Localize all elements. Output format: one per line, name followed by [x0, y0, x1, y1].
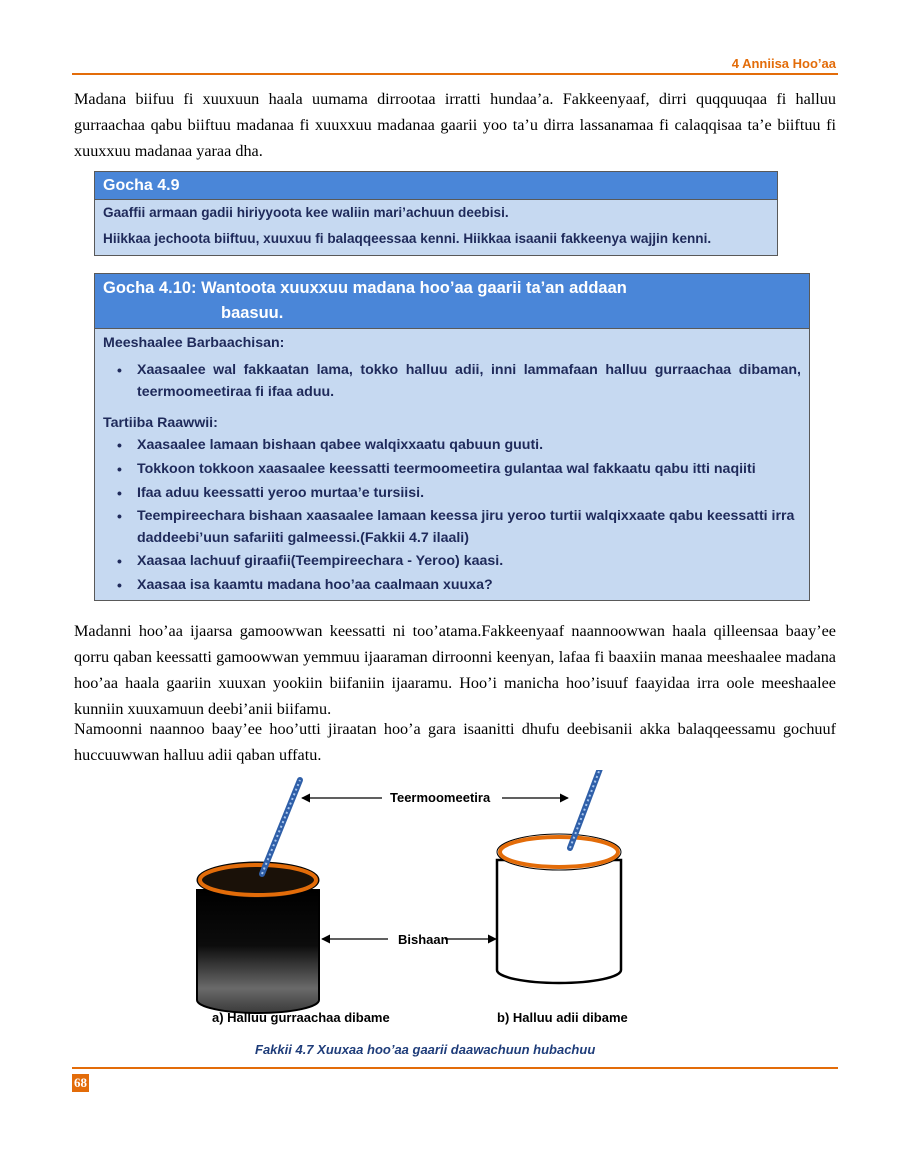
activity-title-line-2: baasuu.	[221, 304, 284, 322]
paragraph-3: Namoonni naannoo baay’ee hoo’utti jiraatan hoo’a gara isaanitti dhufu deebisanii akka balaqqeessamu gochuuf huccuuwwan halluu adii qaban uffatu.	[74, 720, 836, 764]
activity-line: Hiikkaa jechoota biiftuu, xuuxuu fi balaqqeessaa kenni. Hiikkaa isaanii fakkeenya wajjin kenni.	[103, 231, 712, 246]
footer-divider	[72, 1067, 838, 1069]
activity-line: Gaaffii armaan gadii hiriyyoota kee waliin mari’achuun deebisi.	[103, 205, 509, 220]
water-label: Bishaan	[398, 932, 449, 947]
activity-box-4-10	[94, 273, 810, 601]
header-divider	[72, 73, 838, 75]
thermometer-icon	[262, 780, 300, 874]
list-item: • Xaasaa lachuuf giraafii(Teempireechara - Yeroo) kaasi.	[117, 549, 809, 573]
figure-caption: Fakkii 4.7 Xuuxaa hoo’aa gaarii daawachuun hubachuu	[255, 1042, 596, 1057]
thermometer-label: Teermoomeetira	[390, 790, 491, 805]
white-can	[497, 834, 621, 983]
materials-list	[95, 359, 809, 403]
list-item: • Xaasaa isa kaamtu madana hoo’aa caalmaan xuuxa?	[117, 573, 809, 597]
activity-title: Gocha 4.9	[95, 172, 777, 200]
activity-box-4-9	[94, 171, 778, 256]
activity-title	[95, 274, 809, 329]
cans-illustration	[150, 770, 750, 1070]
list-item: • Xaasaalee lamaan bishaan qabee walqixxaatu qabuun guuti.	[117, 433, 809, 457]
black-can	[197, 862, 319, 1013]
steps-heading: Tartiiba Raawwii:	[103, 415, 218, 431]
page-number: 68	[74, 1075, 87, 1090]
chapter-header: 4 Anniisa Hoo’aa	[731, 56, 836, 71]
list-item: • Ifaa aduu keessatti yeroo murtaa’e tursiisi.	[117, 481, 809, 505]
paragraph-2: Madanni hoo’aa ijaarsa gamoowwan keessatti ni too’atama.Fakkeenyaaf naannoowwan haala qilleensaa baay’ee qorru qaban keessatti gamoowwan yemmuu ijaaraman dirroonni keenyan, lafaa fi baaxiin manaa meeshaalee madana hoo’aa haala gaariin xuuxan yookiin biifaniin ijaaramu. Hoo’i manicha hoo’isuuf faayidaa irra oole meeshaalee kunniin xuuxamuun deebi’anii biifamu.	[74, 622, 836, 718]
steps-list	[95, 433, 809, 597]
figure-4-7	[150, 770, 750, 1070]
label-black-can: a) Halluu gurraachaa dibame	[212, 1010, 390, 1025]
label-white-can: b) Halluu adii dibame	[497, 1010, 628, 1025]
list-item: • Teempireechara bishaan xaasaalee lamaan keessa jiru yeroo turtii walqixxaate qabu keessatti irra daddeebi’uun safariiti galmeessi.(Fakkii 4.7 ilaali)	[117, 505, 809, 549]
list-item: • Tokkoon tokkoon xaasaalee keessatti teermoomeetira gulantaa wal fakkaatu qabu itti naqiiti	[117, 457, 809, 481]
list-item: • Xaasaalee wal fakkaatan lama, tokko halluu adii, inni lammafaan halluu gurraachaa dibaman, teermoomeetiraa fi ifaa aduu.	[117, 359, 809, 403]
activity-title-line-1: Gocha 4.10: Wantoota xuuxxuu madana hoo’aa gaarii ta’an addaan	[103, 279, 627, 297]
paragraph-1: Madana biifuu fi xuuxuun haala uumama dirrootaa irratti hundaa’a. Fakkeenyaaf, dirri quqquuqaa fi halluu gurraachaa qabu biiftuu madanaa fi xuuxxuu madanaa gaarii yoo ta’u dirra lassanamaa fi calaqqisaa ta’e biiftuu fi xuuxxuu madanaa yaraa dha.	[74, 90, 836, 160]
materials-heading: Meeshaalee Barbaachisan:	[103, 335, 285, 351]
